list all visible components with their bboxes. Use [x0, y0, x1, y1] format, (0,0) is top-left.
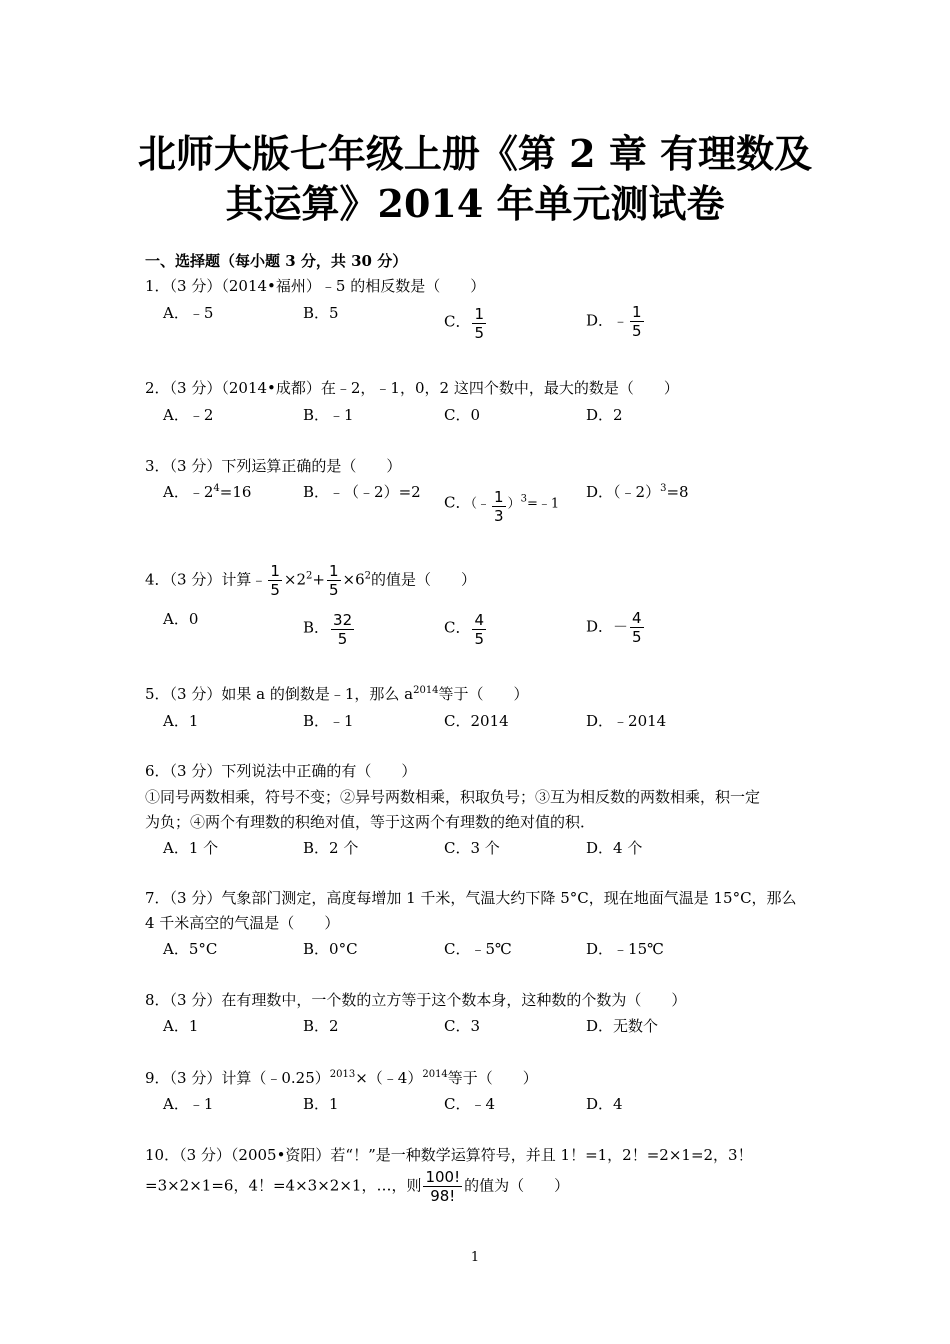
q9-sup2: 2014 [422, 1069, 448, 1080]
q7-option-c: C．﹣5℃ [444, 940, 512, 958]
q5-option-d: D．﹣2014 [586, 712, 667, 730]
q9-mid: ×（﹣4） [355, 1069, 423, 1087]
q3-c-open: （﹣ [470, 496, 490, 512]
q2-stem: 2．（3 分）（2014•成都）在﹣2，﹣1，0，2 这四个数中，最大的数是（ ） [145, 379, 679, 397]
q1-option-c-label: C． [444, 312, 471, 331]
q4-d-num: 4 [632, 609, 642, 627]
q4-b-fraction [331, 611, 354, 648]
q5-stem-pre: 5．（3 分）如果 a 的倒数是﹣1，那么 a [145, 685, 414, 703]
q3-c-sup: 3 [520, 493, 527, 505]
q4-stem-post: 的值是（ ） [371, 570, 477, 589]
q8-option-c: C．3 [444, 1017, 481, 1035]
q1-stem: 1．（3 分）（2014•福州）﹣5 的相反数是（ ） [145, 277, 486, 295]
q6-body-line1: ①同号两数相乘，符号不变；②异号两数相乘，积取负号；③互为相反数的两数相乘，积一定 [145, 788, 761, 806]
q3-option-c [444, 482, 559, 525]
q5-option-a: A．1 [163, 712, 199, 730]
q2-option-b: B．﹣1 [303, 406, 354, 424]
q1-d-den: 5 [632, 322, 642, 340]
q1-option-d-label: D． [586, 311, 614, 330]
q9-stem [145, 1068, 538, 1088]
q3-d-text: D．（﹣2） [586, 483, 661, 501]
q4-f1-den: 5 [270, 581, 280, 599]
q1-c-num: 1 [474, 305, 485, 323]
section-heading: 一、选择题（每小题 3 分，共 30 分） [145, 252, 408, 270]
q4-c-den: 5 [474, 630, 485, 648]
q9-stem-post: 等于（ ） [447, 1069, 538, 1087]
q4-sup2: 2 [364, 570, 372, 582]
q4-option-a: A．0 [163, 610, 199, 628]
q3-d-post: =8 [666, 483, 689, 501]
q7-stem-line2: 4 千米高空的气温是（ ） [145, 914, 340, 932]
q6-stem: 6．（3 分）下列说法中正确的有（ ） [145, 762, 417, 780]
q1-d-fraction [630, 303, 644, 340]
q3-option-a [163, 482, 251, 502]
q7-option-a: A．5°C [163, 940, 218, 958]
q4-d-fraction [630, 609, 644, 646]
q10-f-num: 100! [425, 1168, 461, 1186]
q1-option-b: B．5 [303, 304, 339, 322]
q3-d-sup: 3 [660, 483, 667, 494]
q3-c-close: ） [507, 496, 521, 512]
q4-b-label: B． [303, 618, 330, 637]
doc-title-line1: 北师大版七年级上册《第 2 章 有理数及 [137, 131, 813, 176]
q9-option-c: C．﹣4 [444, 1095, 496, 1113]
q10-stem2-pre: =3×2×1=6，4！=4×3×2×1，…，则 [145, 1176, 422, 1195]
q4-plus: + [312, 570, 325, 589]
q3-c-den: 3 [494, 507, 504, 525]
q4-f2-den: 5 [328, 581, 339, 599]
q4-c-label: C． [444, 618, 471, 637]
q5-stem-post: 等于（ ） [438, 685, 529, 703]
q10-f-den: 98! [430, 1187, 456, 1205]
q1-option-c [444, 303, 488, 342]
q4-c-fraction [472, 611, 486, 648]
q7-option-b: B．0°C [303, 940, 358, 958]
q8-option-a: A．1 [163, 1017, 199, 1035]
q6-option-b: B．2 个 [303, 839, 359, 857]
q10-stem-line1: 10．（3 分）（2005•资阳）若“！”是一种数学运算符号，并且 1！=1，2！=2×1=2，3！ [145, 1146, 753, 1164]
q1-option-d [586, 303, 646, 340]
q8-stem: 8．（3 分）在有理数中，一个数的立方等于这个数本身，这种数的个数为（ ） [145, 991, 687, 1009]
q4-fraction-2 [327, 562, 341, 599]
q4-d-sign: － [613, 617, 629, 636]
q4-d-den: 5 [632, 628, 642, 646]
q5-option-c: C．2014 [444, 712, 509, 730]
q9-option-a: A．﹣1 [163, 1095, 214, 1113]
q10-stem2-post: 的值为（ ） [464, 1176, 570, 1195]
q4-stem [145, 562, 476, 599]
q4-fraction-1 [268, 562, 282, 599]
q5-option-b: B．﹣1 [303, 712, 354, 730]
q3-c-fraction [492, 488, 506, 525]
q3-a-post: =16 [219, 483, 252, 501]
page-number: 1 [470, 1250, 480, 1265]
q4-option-c [444, 609, 488, 648]
q4-b-num: 32 [333, 611, 353, 629]
q6-option-c: C．3 个 [444, 839, 500, 857]
q1-c-fraction [472, 305, 486, 342]
q6-body-line2: 为负；④两个有理数的积绝对值，等于这两个有理数的绝对值的积． [145, 813, 596, 831]
q8-option-b: B．2 [303, 1017, 339, 1035]
q4-stem-pre: 4．（3 分）计算﹣ [145, 570, 267, 589]
q4-sup1: 2 [306, 570, 313, 582]
q5-stem [145, 684, 529, 704]
q3-c-num: 1 [494, 488, 504, 506]
q3-option-b: B．﹣（﹣2）=2 [303, 483, 421, 501]
q3-a-text: A．﹣2 [163, 483, 214, 501]
q4-option-b [303, 609, 356, 648]
q8-option-d: D．无数个 [586, 1017, 659, 1035]
doc-title-line2: 其运算》2014 年单元测试卷 [225, 181, 725, 226]
q1-d-sign: ﹣ [613, 311, 629, 330]
q4-b-den: 5 [337, 630, 348, 648]
q9-stem-pre: 9．（3 分）计算（﹣0.25） [145, 1069, 330, 1087]
q3-c-label: C． [444, 493, 471, 512]
q7-stem-line1: 7．（3 分）气象部门测定，高度每增加 1 千米，气温大约下降 5°C，现在地面气温是 15°C，那么 [145, 889, 797, 907]
q10-fraction [423, 1168, 462, 1205]
q3-a-sup: 4 [213, 483, 220, 494]
q3-stem: 3．（3 分）下列运算正确的是（ ） [145, 457, 402, 475]
q6-option-a: A．1 个 [163, 839, 219, 857]
q7-option-d: D．﹣15℃ [586, 940, 664, 958]
q1-d-num: 1 [632, 303, 642, 321]
q6-option-d: D．4 个 [586, 839, 643, 857]
q1-c-den: 5 [474, 324, 485, 342]
q4-d-label: D． [586, 617, 614, 636]
q10-stem-line2 [145, 1168, 569, 1205]
q3-option-d [586, 482, 689, 502]
q9-sup1: 2013 [329, 1069, 356, 1080]
q3-c-post: =﹣1 [526, 496, 560, 512]
q2-option-a: A．﹣2 [163, 406, 214, 424]
q4-option-d [586, 609, 646, 646]
q4-f1-num: 1 [270, 562, 280, 580]
q2-option-d: D．2 [586, 406, 623, 424]
q1-option-a: A．﹣5 [163, 304, 214, 322]
q4-f2-num: 1 [328, 562, 339, 580]
q4-mid2: ×6 [342, 570, 365, 589]
q4-mid1: ×2 [283, 570, 307, 589]
q9-option-b: B．1 [303, 1095, 339, 1113]
q9-option-d: D．4 [586, 1095, 623, 1113]
q5-sup: 2014 [413, 685, 439, 696]
q4-c-num: 4 [474, 611, 485, 629]
q2-option-c: C．0 [444, 406, 481, 424]
